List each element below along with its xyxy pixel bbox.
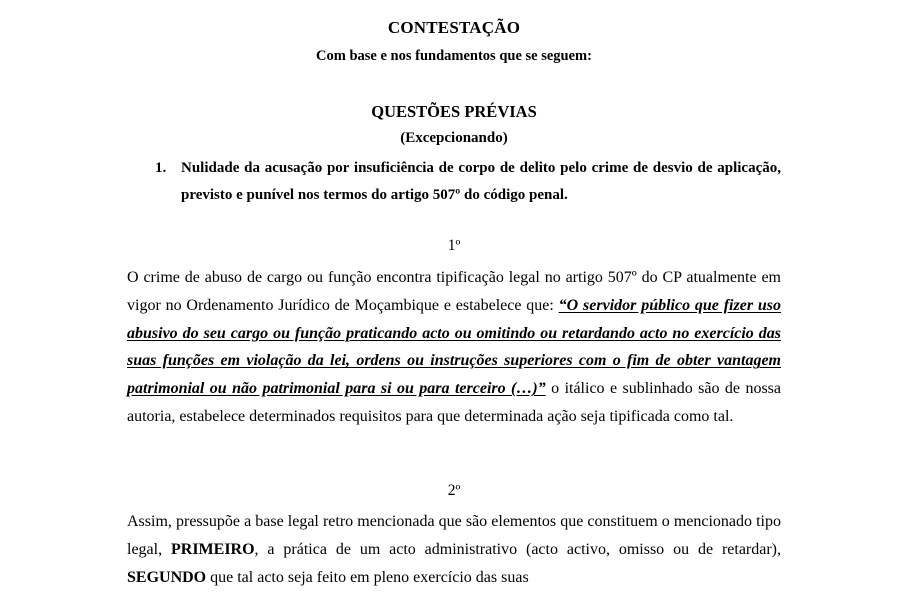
article-2-second: SEGUNDO [127,568,207,586]
article-2-label: 2º [447,482,461,499]
article-1-intro: O crime de abuso de cargo ou função encontra tipificação legal no artigo 507º do CP atualmente em vigor no Ordenamento Jurídico de Moçambique e estabelece que: [127,269,781,314]
section-heading: QUESTÕES PRÉVIAS [371,102,537,121]
document-title: CONTESTAÇÃO [387,18,521,37]
section-subheading: (Excepcionando) [400,130,508,146]
article-1-paragraph [127,264,781,431]
article-2-paragraph [127,508,781,591]
article-1-outro: o itálico e sublinhado são de nossa autoria, estabelece determinados requisitos para que determinada ação seja tipificada como tal. [127,380,781,425]
article-2-part3: que tal acto seja feito em pleno exercício das suas [206,568,529,586]
article-2-first: PRIMEIRO [170,540,255,558]
document-subtitle: Com base e nos fundamentos que se seguem: [316,48,592,64]
article-2-part1: Assim, pressupõe a base legal retro mencionada que são elementos que constituem o mencionado tipo legal, [127,513,781,558]
item-text: Nulidade da acusação por insuficiência de corpo de delito pelo crime de desvio de aplicação, previsto e punível nos termos do artigo 507º do código penal. [181,160,781,203]
item-number: 1. [155,160,167,176]
numbered-item [155,155,781,209]
article-2-part2: , a prática de um acto administrativo (acto activo, omisso ou de retardar), [254,540,782,558]
document-page [127,0,781,600]
article-1-quote: “O servidor público que fizer uso abusivo do seu cargo ou função praticando acto ou omitindo ou retardando acto no exercício das suas funções em violação da lei, ordens ou instruções superiores com o fim de obter vantagem patrimonial ou não patrimonial para si ou para terceiro (…)” [127,296,781,398]
article-1-label: 1º [447,237,461,254]
